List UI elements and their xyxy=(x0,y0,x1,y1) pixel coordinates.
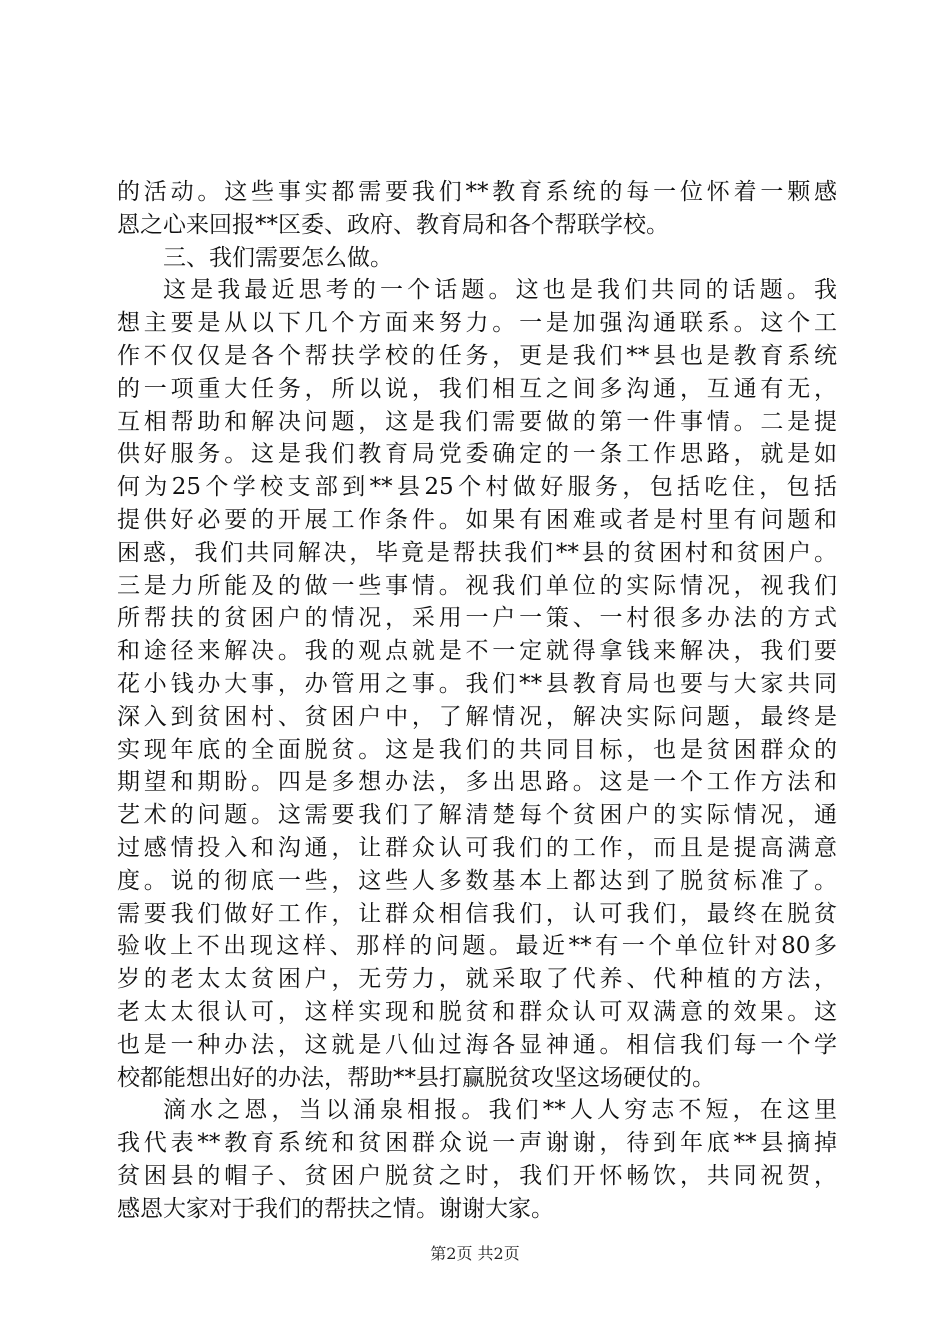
text-line: 的一项重大任务，所以说，我们相互之间多沟通，互通有无， xyxy=(117,375,837,402)
text-line: 贫困县的帽子、贫困户脱贫之时，我们开怀畅饮，共同祝贺， xyxy=(117,1162,837,1189)
text-line: 深入到贫困村、贫困户中，了解情况，解决实际问题，最终是 xyxy=(117,703,837,730)
text-line: 我代表**教育系统和贫困群众说一声谢谢，待到年底**县摘掉 xyxy=(117,1130,837,1157)
page-footer: 第2页 共2页 xyxy=(430,1244,520,1263)
text-line: 花小钱办大事，办管用之事。我们**县教育局也要与大家共同 xyxy=(117,670,837,697)
text-line: 作不仅仅是各个帮扶学校的任务，更是我们**县也是教育系统 xyxy=(117,342,837,369)
text-line: 验收上不出现这样、那样的问题。最近**有一个单位针对80多 xyxy=(117,933,837,960)
text-line: 恩之心来回报**区委、政府、教育局和各个帮联学校。 xyxy=(117,211,669,238)
text-line: 提供好必要的开展工作条件。如果有困难或者是村里有问题和 xyxy=(117,506,837,533)
text-line: 想主要是从以下几个方面来努力。一是加强沟通联系。这个工 xyxy=(117,310,837,337)
document-body xyxy=(117,176,837,1226)
text-line: 和途径来解决。我的观点就是不一定就得拿钱来解决，我们要 xyxy=(117,638,837,665)
text-line: 感恩大家对于我们的帮扶之情。谢谢大家。 xyxy=(117,1195,554,1222)
text-line: 所帮扶的贫困户的情况，采用一户一策、一村很多办法的方式 xyxy=(117,605,837,632)
text-line: 滴水之恩，当以涌泉相报。我们**人人穷志不短，在这里 xyxy=(163,1097,837,1124)
text-line: 何为25个学校支部到**县25个村做好服务，包括吃住，包括 xyxy=(117,474,837,501)
text-line: 需要我们做好工作，让群众相信我们，认可我们，最终在脱贫 xyxy=(117,900,837,927)
text-line: 度。说的彻底一些，这些人多数基本上都达到了脱贫标准了。 xyxy=(117,867,837,894)
text-line: 的活动。这些事实都需要我们**教育系统的每一位怀着一颗感 xyxy=(117,179,837,205)
text-line: 三是力所能及的做一些事情。视我们单位的实际情况，视我们 xyxy=(117,572,837,599)
text-line: 三、我们需要怎么做。 xyxy=(163,244,393,271)
text-line: 艺术的问题。这需要我们了解清楚每个贫困户的实际情况，通 xyxy=(117,802,837,829)
text-line: 困惑，我们共同解决，毕竟是帮扶我们**县的贫困村和贫困户。 xyxy=(117,539,837,566)
text-line: 互相帮助和解决问题，这是我们需要做的第一件事情。二是提 xyxy=(117,408,837,435)
text-line: 供好服务。这是我们教育局党委确定的一条工作思路，就是如 xyxy=(117,441,837,468)
text-line: 老太太很认可，这样实现和脱贫和群众认可双满意的效果。这 xyxy=(117,998,837,1025)
text-line: 期望和期盼。四是多想办法，多出思路。这是一个工作方法和 xyxy=(117,769,837,796)
text-line: 这是我最近思考的一个话题。这也是我们共同的话题。我 xyxy=(163,277,837,304)
text-line: 过感情投入和沟通，让群众认可我们的工作，而且是提高满意 xyxy=(117,834,837,861)
text-line: 岁的老太太贫困户，无劳力，就采取了代养、代种植的方法， xyxy=(117,966,837,993)
text-line: 也是一种办法，这就是八仙过海各显神通。相信我们每一个学 xyxy=(117,1031,837,1058)
text-line: 校都能想出好的办法，帮助**县打赢脱贫攻坚这场硬仗的。 xyxy=(117,1064,715,1091)
text-line: 实现年底的全面脱贫。这是我们的共同目标，也是贫困群众的 xyxy=(117,736,837,763)
